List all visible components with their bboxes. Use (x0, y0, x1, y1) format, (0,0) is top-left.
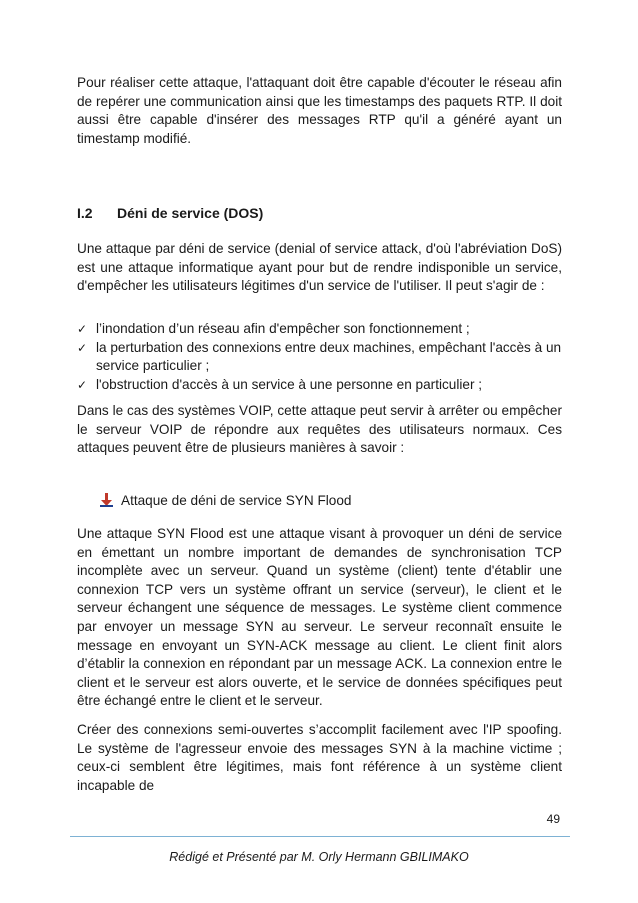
section-heading (77, 205, 263, 221)
intro-paragraph: Pour réaliser cette attaque, l'attaquant doit être capable d'écouter le réseau afin de repérer une communication ainsi que les timestamps des paquets RTP. Il doit aussi être capable d'insérer des messages RTP qu'il a généré ayant un timestamp modifié. (77, 75, 562, 146)
list-item: ✓ l’inondation d’un réseau afin d'empêcher son fonctionnement ; (77, 320, 562, 339)
checkmark-icon: ✓ (77, 377, 88, 392)
ip-spoofing-paragraph: Créer des connexions semi-ouvertes s’accomplit facilement avec l'IP spoofing. Le système de l'agresseur envoie des messages SYN à la machine victime ; ceux-ci semblent être légitimes, mais font référence à un système client incapable de (77, 722, 562, 793)
syn-flood-paragraph: Une attaque SYN Flood est une attaque visant à provoquer un déni de service en émettant un nombre important de demandes de synchronisation TCP incomplète avec un serveur. Quand un système (client) tente d'établir une connexion TCP vers un système offrant un service (serveur), le client et le serveur échangent une séquence de messages. Le système client commence par envoyer un message SYN au serveur. Le serveur reconnaît ensuite le message en envoyant un SYN-ACK message au client. Le client finit alors d’établir la connexion en répondant par un message ACK. La connexion entre le client et le serveur est alors ouverte, et le service de données spécifiques peut être échangé entre le client et le serveur. (77, 526, 562, 709)
subsection-heading (100, 492, 351, 512)
list-item: ✓ l'obstruction d'accès à un service à une personne en particulier ; (77, 376, 562, 395)
dos-paragraph: Une attaque par déni de service (denial of service attack, d'où l'abréviation DoS) est une attaque informatique ayant pour but de rendre indisponible un service, d'empêcher les utilisateurs légitimes d'un service de l'utiliser. Il peut s'agir de : (77, 241, 562, 294)
checkmark-icon: ✓ (77, 340, 88, 355)
section-title: Déni de service (DOS) (117, 205, 264, 221)
checkmark-icon: ✓ (77, 322, 88, 336)
section-number: I.2 (77, 205, 93, 221)
footer-author: Rédigé et Présenté par M. Orly Hermann GBILIMAKO (169, 850, 469, 864)
list-item: ✓ la perturbation des connexions entre deux machines, empêchant l'accès à un service particulier ; (77, 339, 562, 374)
dos-list (77, 320, 562, 394)
footer-divider (70, 836, 570, 837)
page-number: 49 (546, 812, 560, 826)
voip-paragraph: Dans le cas des systèmes VOIP, cette attaque peut servir à arrêter ou empêcher le serveur VOIP de répondre aux requêtes des utilisateurs normaux. Ces attaques peuvent être de plusieurs manières à savoir : (77, 403, 562, 456)
subsection-title: Attaque de déni de service SYN Flood (121, 493, 352, 508)
arrow-bullet-icon (100, 493, 113, 512)
